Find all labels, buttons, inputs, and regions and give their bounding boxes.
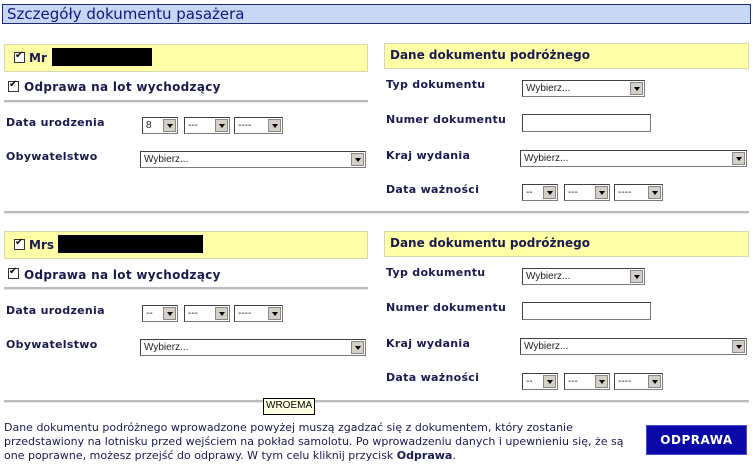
chevron-down-icon bbox=[543, 186, 556, 199]
passenger-1-issue-country-label: Kraj wydania bbox=[386, 149, 471, 162]
chevron-down-icon bbox=[732, 152, 745, 165]
passenger-1-header bbox=[4, 44, 368, 72]
passenger-1-name-redacted bbox=[52, 48, 152, 66]
passenger-2-header bbox=[4, 231, 368, 259]
chevron-down-icon bbox=[648, 375, 661, 388]
passenger-1-checkin-checkbox[interactable] bbox=[8, 81, 19, 92]
passenger-2-expiry-year-select[interactable]: ---- bbox=[614, 373, 663, 390]
passenger-2-expiry-month-select[interactable]: --- bbox=[564, 373, 610, 390]
page-title: Szczegóły dokumentu pasażera bbox=[7, 5, 245, 23]
page-title-bar bbox=[2, 4, 751, 24]
passenger-2-citizenship-label: Obywatelstwo bbox=[6, 338, 98, 351]
tooltip: WROEMA bbox=[263, 398, 315, 415]
passenger-2-checkin-checkbox[interactable] bbox=[8, 268, 19, 279]
passenger-1-doc-number-label: Numer dokumentu bbox=[386, 113, 507, 126]
passenger-1-citizenship-select[interactable]: Wybierz... bbox=[140, 151, 366, 168]
passenger-2-doc-type-select[interactable]: Wybierz... bbox=[522, 268, 645, 285]
passenger-1-doc-number-input[interactable] bbox=[522, 114, 651, 132]
passenger-2-doc-header bbox=[384, 231, 749, 257]
passenger-1-issue-country-select[interactable]: Wybierz... bbox=[520, 150, 747, 167]
passenger-2-doc-type-label: Typ dokumentu bbox=[386, 266, 486, 279]
passenger-2-doc-header-text: Dane dokumentu podróżnego bbox=[390, 236, 591, 250]
chevron-down-icon bbox=[351, 341, 364, 354]
passenger-1-expiry-month-select[interactable]: --- bbox=[564, 184, 610, 201]
passenger-2-name-redacted bbox=[58, 235, 203, 253]
passenger-1-expiry-label: Data ważności bbox=[386, 183, 480, 196]
passenger-1-expiry-day-select[interactable]: -- bbox=[522, 184, 558, 201]
passenger-2-birth-day-select[interactable]: -- bbox=[142, 305, 178, 322]
passenger-1-doc-type-select[interactable]: Wybierz... bbox=[522, 80, 645, 97]
passenger-2-title: Mrs bbox=[29, 238, 55, 252]
passenger-1-checkbox[interactable] bbox=[14, 52, 25, 63]
chevron-down-icon bbox=[163, 307, 176, 320]
passenger-1-doc-type-label: Typ dokumentu bbox=[386, 78, 486, 91]
chevron-down-icon bbox=[268, 119, 281, 132]
passenger-2-birth-month-select[interactable]: --- bbox=[184, 305, 230, 322]
chevron-down-icon bbox=[215, 307, 228, 320]
section-divider bbox=[4, 400, 749, 403]
passenger-2-expiry-day-select[interactable]: -- bbox=[522, 373, 558, 390]
chevron-down-icon bbox=[732, 340, 745, 353]
divider bbox=[4, 287, 368, 290]
passenger-1-checkin-label: Odprawa na lot wychodzący bbox=[24, 80, 221, 94]
chevron-down-icon bbox=[595, 186, 608, 199]
chevron-down-icon bbox=[543, 375, 556, 388]
chevron-down-icon bbox=[163, 119, 176, 132]
chevron-down-icon bbox=[268, 307, 281, 320]
passenger-2-checkbox[interactable] bbox=[14, 239, 25, 250]
chevron-down-icon bbox=[630, 270, 643, 283]
info-text: Dane dokumentu podróżnego wprowadzone powyżej muszą zgadzać się z dokumentem, który zostanie przedstawiony na lotnisku przed wejściem na pokład samolotu. Po wprowadzeniu danych i upewnieniu się, że są one poprawne, możesz przejść do odprawy. W tym celu kliknij przycisk Odprawa. bbox=[4, 421, 624, 462]
passenger-1-title: Mr bbox=[29, 51, 47, 65]
passenger-2-issue-country-select[interactable]: Wybierz... bbox=[520, 338, 747, 355]
passenger-2-issue-country-label: Kraj wydania bbox=[386, 337, 471, 350]
passenger-1-expiry-year-select[interactable]: ---- bbox=[614, 184, 663, 201]
passenger-2-checkin-label: Odprawa na lot wychodzący bbox=[24, 268, 221, 282]
chevron-down-icon bbox=[648, 186, 661, 199]
passenger-1-birth-year-select[interactable]: ---- bbox=[234, 117, 283, 134]
divider bbox=[4, 100, 368, 103]
passenger-2-citizenship-select[interactable]: Wybierz... bbox=[140, 339, 366, 356]
passenger-1-doc-header bbox=[384, 43, 749, 69]
odprawa-button[interactable]: ODPRAWA bbox=[646, 425, 747, 455]
passenger-1-citizenship-label: Obywatelstwo bbox=[6, 150, 98, 163]
passenger-1-birth-date-label: Data urodzenia bbox=[6, 116, 105, 129]
chevron-down-icon bbox=[595, 375, 608, 388]
passenger-2-birth-year-select[interactable]: ---- bbox=[234, 305, 283, 322]
chevron-down-icon bbox=[351, 153, 364, 166]
passenger-2-expiry-label: Data ważności bbox=[386, 371, 480, 384]
passenger-2-doc-number-input[interactable] bbox=[522, 302, 651, 320]
passenger-1-birth-month-select[interactable]: --- bbox=[184, 117, 230, 134]
section-divider bbox=[4, 211, 749, 214]
passenger-1-doc-header-text: Dane dokumentu podróżnego bbox=[390, 48, 591, 62]
passenger-2-birth-date-label: Data urodzenia bbox=[6, 304, 105, 317]
passenger-1-birth-day-select[interactable]: 8 bbox=[142, 117, 178, 134]
chevron-down-icon bbox=[215, 119, 228, 132]
chevron-down-icon bbox=[630, 82, 643, 95]
passenger-2-doc-number-label: Numer dokumentu bbox=[386, 301, 507, 314]
